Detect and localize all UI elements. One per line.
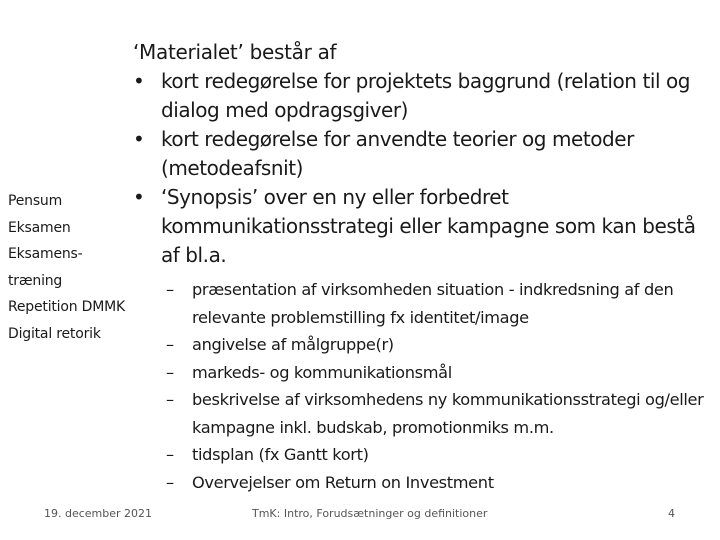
subbullet-text: præsentation af virksomheden situation - indkredsning af den relevante problemstilling fx identitet/image xyxy=(192,280,674,327)
subbullet-item xyxy=(156,469,720,497)
sidebar-item-digital-retorik[interactable]: Digital retorik xyxy=(8,325,101,342)
subbullet-text: beskrivelse af virksomhedens ny kommunikationsstrategi og/eller kampagne inkl. budskab, promotionmiks m.m. xyxy=(192,390,704,437)
slide-content xyxy=(133,38,718,496)
sidebar-item-repetition-dmmk[interactable]: Repetition DMMK xyxy=(8,299,125,315)
sidebar-item-pensum[interactable]: Pensum xyxy=(8,193,63,209)
bullet-text: kort redegørelse for projektets baggrund (relation til og dialog med opdragsgiver) xyxy=(161,69,690,122)
sidebar-item-eksamenstraening-line1[interactable]: Eksamens- xyxy=(8,246,83,262)
subbullet-marker: – xyxy=(166,390,174,409)
bullet-marker: • xyxy=(133,185,145,209)
sidebar-item-eksamenstraening-line2[interactable]: træning xyxy=(8,272,63,289)
subbullet-item xyxy=(156,331,720,359)
bullet-marker: • xyxy=(133,69,145,93)
subbullet-item xyxy=(156,276,720,331)
subbullet-text: Overvejelser om Return on Investment xyxy=(192,472,494,492)
bullet-item xyxy=(133,183,718,496)
subbullet-item xyxy=(156,359,720,387)
bullet-text: kort redegørelse for anvendte teorier og metoder (metodeafsnit) xyxy=(161,127,634,180)
subbullet-marker: – xyxy=(166,362,174,382)
page-number: 4 xyxy=(668,507,675,520)
subbullet-text: markeds- og kommunikationsmål xyxy=(192,362,452,382)
subbullet-marker: – xyxy=(166,280,174,299)
bullet-list xyxy=(133,67,718,496)
subbullet-text: angivelse af målgruppe(r) xyxy=(192,335,394,354)
subbullet-marker: – xyxy=(166,335,174,354)
subbullet-text: tidsplan (fx Gantt kort) xyxy=(192,445,369,464)
subbullet-marker: – xyxy=(166,472,174,492)
bullet-marker: • xyxy=(133,127,145,151)
subbullet-item xyxy=(156,441,720,469)
subbullet-list xyxy=(156,276,718,496)
bullet-item xyxy=(133,67,718,125)
intro-text: ‘Materialet’ består af xyxy=(133,40,337,64)
footer-date: 19. december 2021 xyxy=(44,507,153,520)
footer-title: TmK: Intro, Forudsætninger og definitioner xyxy=(252,507,488,520)
subbullet-item xyxy=(156,386,720,441)
sidebar-item-eksamen[interactable]: Eksamen xyxy=(8,219,71,236)
bullet-item xyxy=(133,125,718,183)
bullet-text: ‘Synopsis’ over en ny eller forbedret kommunikationsstrategi eller kampagne som kan bestå af bl.a. xyxy=(161,185,696,267)
subbullet-marker: – xyxy=(166,445,174,464)
